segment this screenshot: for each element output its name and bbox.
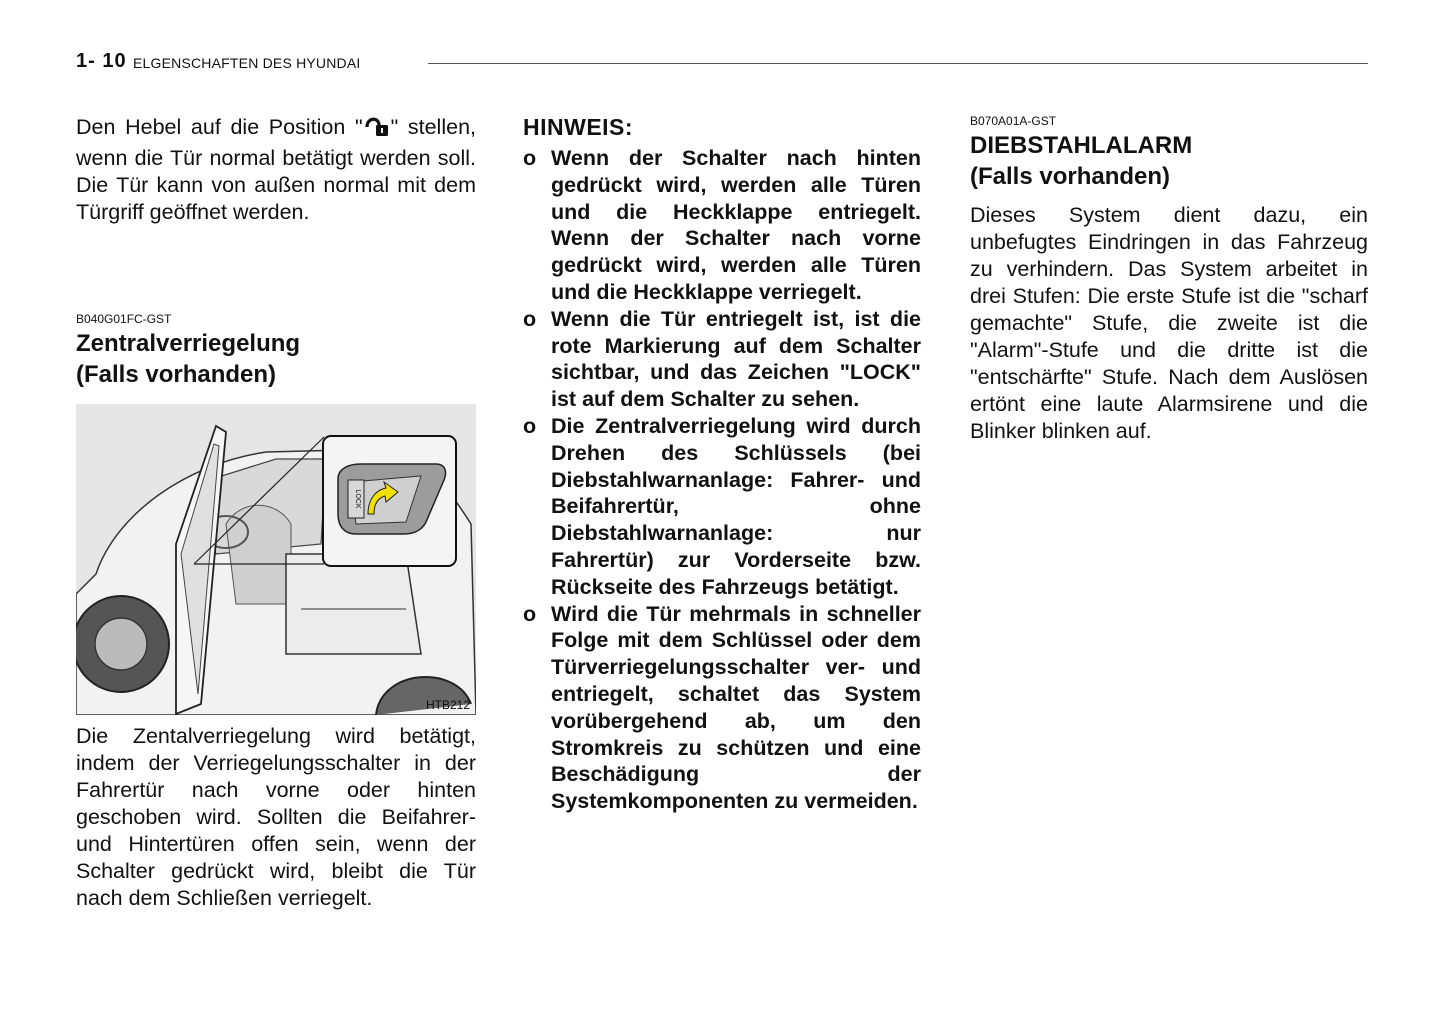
note-bullet: o bbox=[523, 306, 537, 331]
door-lock-illustration bbox=[76, 404, 476, 715]
theft-alarm-paragraph: Dieses System dient dazu, ein unbefugtes Eindringen in das Fahrzeug zu verhindern. Das System arbeitet in drei Stufen: Die erste Stufe ist die "scharf gemachte" Stufe, die zweite ist die "Alarm"-Stufe und die dritte ist die "entschärfte" Stufe. Nach dem Auslösen ertönt eine laute Alarmsirene und die Blinker blinken auf. bbox=[970, 203, 1368, 443]
note-heading: HINWEIS: bbox=[523, 114, 634, 140]
note-bullet: o bbox=[523, 601, 537, 626]
section-title-theft-alarm bbox=[970, 130, 1368, 192]
page-number: 1- 10 bbox=[76, 50, 127, 72]
note-list bbox=[523, 145, 921, 815]
section-code-central-locking: B040G01FC-GST bbox=[76, 312, 172, 326]
note-text: Wenn die Tür entriegelt ist, ist die rote Markierung auf dem Schalter sichtbar, und das Zeichen "LOCK" ist auf dem Schalter zu sehen. bbox=[551, 306, 921, 412]
section-title-central-locking bbox=[76, 328, 476, 390]
note-text: Wenn der Schalter nach hinten gedrückt wird, werden alle Türen und die Heckklappe entriegelt. Wenn der Schalter nach vorne gedrückt wird, werden alle Türen und die Heckklappe verriegelt. bbox=[551, 146, 921, 304]
unlock-position-paragraph bbox=[76, 114, 476, 226]
para1-text-before: Den Hebel auf die Position " bbox=[76, 115, 363, 139]
figure-label: HTB212 bbox=[425, 698, 470, 712]
section-title-line1: Zentralverriegelung bbox=[76, 330, 301, 357]
unlock-icon bbox=[363, 114, 391, 145]
section-title-line1: DIEBSTAHLALARM bbox=[970, 132, 1193, 159]
note-item-4 bbox=[523, 601, 921, 815]
section-title-line2: (Falls vorhanden) bbox=[76, 361, 277, 388]
car-door-drawing bbox=[76, 404, 476, 715]
lock-switch-label: LOCK bbox=[354, 489, 361, 509]
note-bullet: o bbox=[523, 413, 537, 438]
note-text: Wird die Tür mehrmals in schneller Folge mit dem Schlüssel oder dem Türverriegelungsschalter ver- und entriegelt, schaltet das System vorübergehend ab, um den Stromkreis zu schützen und eine Beschädigung der Systemkomponenten zu vermeiden. bbox=[551, 601, 921, 814]
column-middle bbox=[523, 114, 921, 815]
note-item-2 bbox=[523, 306, 921, 413]
para1-text-after: " stellen, wenn die Tür normal betätigt werden soll. Die Tür kann von außen normal mit dem Türgriff geöffnet werden. bbox=[76, 115, 477, 224]
note-item-1 bbox=[523, 145, 921, 306]
column-left bbox=[76, 114, 476, 912]
note-item-3 bbox=[523, 413, 921, 601]
chapter-title: ELGENSCHAFTEN DES HYUNDAI bbox=[133, 55, 361, 71]
note-text: Die Zentralverriegelung wird durch Drehen des Schlüssels (bei Diebstahlwarnanlage: Fahrer- und Beifahrertür, ohne Diebstahlwarnanlage: nur Fahrertür) zur Vorderseite bzw. Rückseite des Fahrzeugs betätigt. bbox=[551, 413, 921, 599]
section-code-theft-alarm: B070A01A-GST bbox=[970, 114, 1057, 128]
central-locking-paragraph: Die Zentalverriegelung wird betätigt, indem der Verriegelungsschalter in der Fahrertür nach vorne oder hinten geschoben wird. Sollten die Beifahrer- und Hintertüren offen sein, wenn der Schalter gedrückt wird, bleibt die Tür nach dem Schließen verriegelt. bbox=[76, 724, 476, 910]
column-right bbox=[970, 114, 1368, 445]
note-bullet: o bbox=[523, 146, 537, 170]
header-divider bbox=[428, 63, 1368, 64]
section-title-line2: (Falls vorhanden) bbox=[970, 163, 1171, 190]
